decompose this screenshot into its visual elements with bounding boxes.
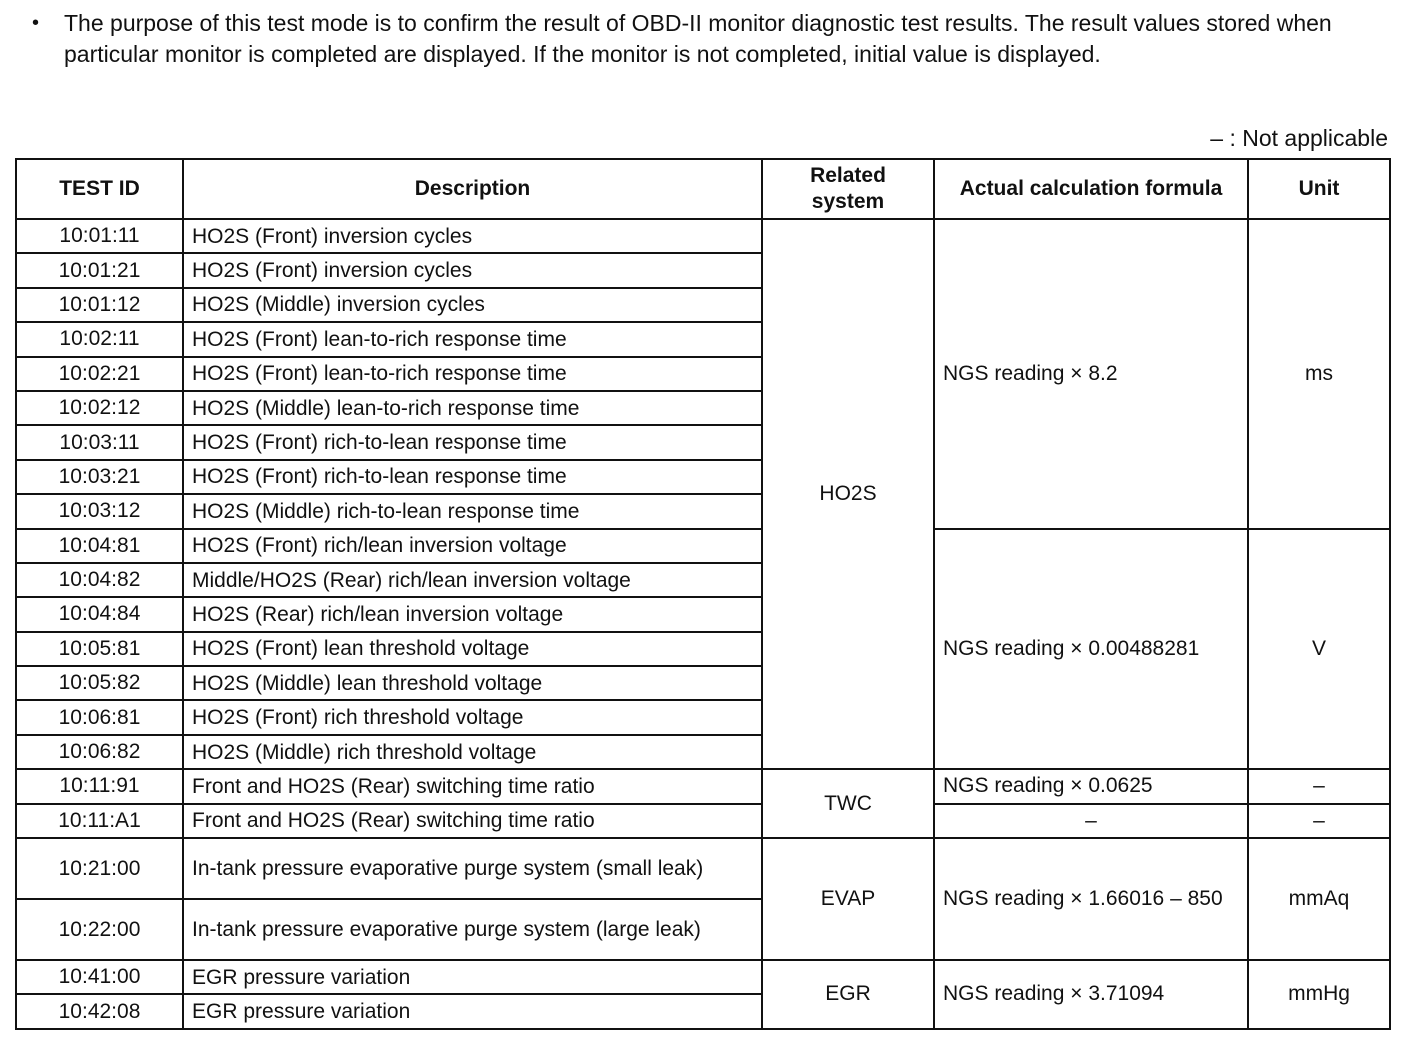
not-applicable-legend: – : Not applicable (1210, 125, 1388, 151)
table-row (16, 529, 1390, 563)
unit-cell-evap: mmAq (1248, 838, 1390, 960)
formula-cell-twc-1: NGS reading × 0.0625 (934, 769, 1248, 803)
test-results-table (15, 158, 1391, 1030)
formula-cell-twc-2: – (934, 804, 1248, 838)
formula-cell-egr: NGS reading × 3.71094 (934, 960, 1248, 1029)
description-cell: HO2S (Front) rich-to-lean response time (183, 460, 762, 494)
description-cell: HO2S (Middle) inversion cycles (183, 288, 762, 322)
test-id-cell: 10:04:81 (16, 529, 183, 563)
test-id-cell: 10:05:81 (16, 632, 183, 666)
table-row (16, 804, 1390, 838)
description-cell: HO2S (Front) rich threshold voltage (183, 700, 762, 734)
test-id-cell: 10:03:11 (16, 425, 183, 459)
header-related-system: Related system (762, 159, 934, 219)
formula-cell-ms: NGS reading × 8.2 (934, 219, 1248, 529)
related-system-cell-twc: TWC (762, 769, 934, 838)
related-system-cell-ho2s: HO2S (762, 219, 934, 769)
unit-cell-twc-2: – (1248, 804, 1390, 838)
test-id-cell: 10:11:A1 (16, 804, 183, 838)
description-cell: HO2S (Front) lean threshold voltage (183, 632, 762, 666)
description-cell: HO2S (Middle) lean-to-rich response time (183, 391, 762, 425)
description-cell: In-tank pressure evaporative purge system (small leak) (183, 838, 762, 899)
description-cell: HO2S (Front) rich/lean inversion voltage (183, 529, 762, 563)
test-id-cell: 10:11:91 (16, 769, 183, 803)
test-id-cell: 10:02:11 (16, 322, 183, 356)
test-id-cell: 10:01:11 (16, 219, 183, 253)
description-cell: Front and HO2S (Rear) switching time ratio (183, 804, 762, 838)
test-id-cell: 10:02:21 (16, 357, 183, 391)
related-system-cell-egr: EGR (762, 960, 934, 1029)
unit-cell-egr: mmHg (1248, 960, 1390, 1029)
table-row (16, 960, 1390, 994)
description-cell: HO2S (Rear) rich/lean inversion voltage (183, 597, 762, 631)
table-row (16, 838, 1390, 899)
description-cell: HO2S (Middle) lean threshold voltage (183, 666, 762, 700)
description-cell: HO2S (Front) inversion cycles (183, 219, 762, 253)
test-id-cell: 10:03:12 (16, 494, 183, 528)
description-cell: HO2S (Front) rich-to-lean response time (183, 425, 762, 459)
description-cell: HO2S (Front) lean-to-rich response time (183, 322, 762, 356)
unit-cell-twc-1: – (1248, 769, 1390, 803)
header-unit: Unit (1248, 159, 1390, 219)
unit-cell-v: V (1248, 529, 1390, 770)
description-cell: HO2S (Front) inversion cycles (183, 253, 762, 287)
bullet-icon: • (32, 12, 40, 34)
test-id-cell: 10:01:21 (16, 253, 183, 287)
table-header-row (16, 159, 1390, 219)
test-id-cell: 10:41:00 (16, 960, 183, 994)
table-row (16, 769, 1390, 803)
test-id-cell: 10:01:12 (16, 288, 183, 322)
header-description: Description (183, 159, 762, 219)
description-cell: EGR pressure variation (183, 994, 762, 1028)
test-id-cell: 10:42:08 (16, 994, 183, 1028)
test-id-cell: 10:03:21 (16, 460, 183, 494)
test-id-cell: 10:04:82 (16, 563, 183, 597)
test-id-cell: 10:02:12 (16, 391, 183, 425)
description-cell: Middle/HO2S (Rear) rich/lean inversion voltage (183, 563, 762, 597)
intro-paragraph (32, 8, 1392, 70)
test-id-cell: 10:21:00 (16, 838, 183, 899)
formula-cell-v: NGS reading × 0.00488281 (934, 529, 1248, 770)
description-cell: Front and HO2S (Rear) switching time ratio (183, 769, 762, 803)
description-cell: HO2S (Middle) rich threshold voltage (183, 735, 762, 769)
intro-text: The purpose of this test mode is to confirm the result of OBD-II monitor diagnostic test results. The result values stored when particular monitor is completed are displayed. If the monitor is not completed, initial value is displayed. (64, 10, 1332, 67)
description-cell: EGR pressure variation (183, 960, 762, 994)
test-id-cell: 10:04:84 (16, 597, 183, 631)
test-id-cell: 10:22:00 (16, 899, 183, 960)
related-system-cell-evap: EVAP (762, 838, 934, 960)
test-id-cell: 10:06:82 (16, 735, 183, 769)
description-cell: In-tank pressure evaporative purge system (large leak) (183, 899, 762, 960)
formula-cell-evap: NGS reading × 1.66016 – 850 (934, 838, 1248, 960)
unit-cell-ms: ms (1248, 219, 1390, 529)
header-formula: Actual calculation formula (934, 159, 1248, 219)
header-test-id: TEST ID (16, 159, 183, 219)
test-id-cell: 10:05:82 (16, 666, 183, 700)
description-cell: HO2S (Middle) rich-to-lean response time (183, 494, 762, 528)
test-id-cell: 10:06:81 (16, 700, 183, 734)
description-cell: HO2S (Front) lean-to-rich response time (183, 357, 762, 391)
table-row (16, 219, 1390, 253)
